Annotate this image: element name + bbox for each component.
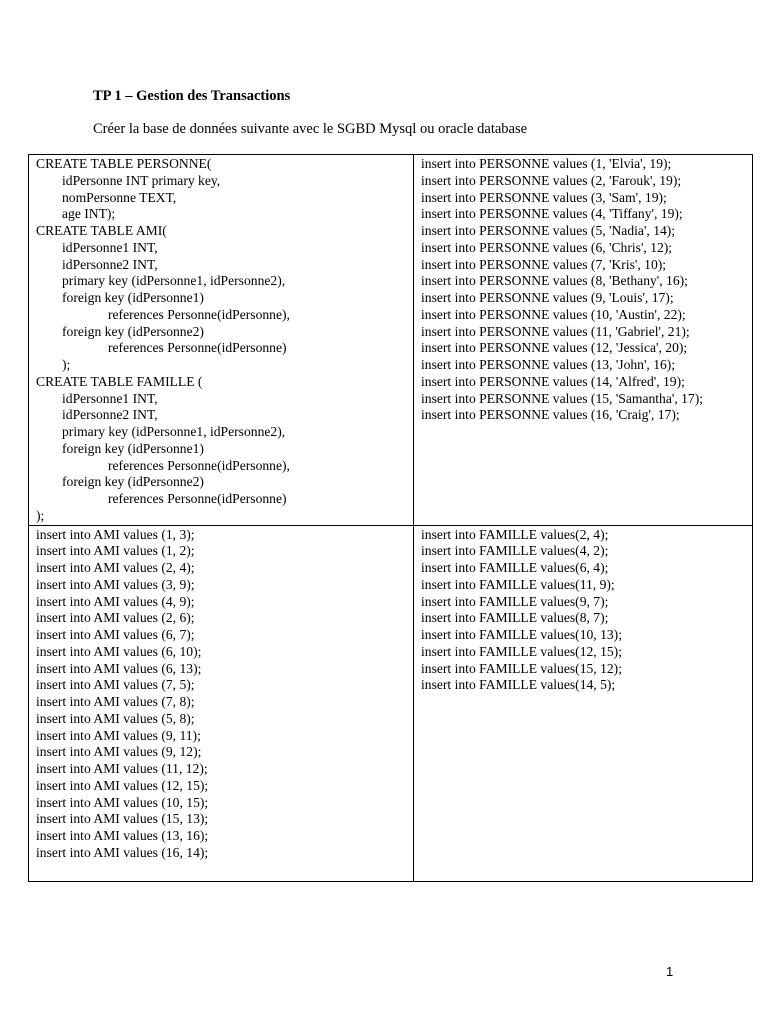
code-line: insert into AMI values (5, 8); [36, 710, 195, 726]
code-line: insert into PERSONNE values (7, 'Kris', 10); [421, 256, 667, 272]
code-line: insert into PERSONNE values (8, 'Bethany', 16); [421, 273, 688, 289]
code-line: insert into PERSONNE values (2, 'Farouk', 19); [421, 172, 682, 188]
code-line: age INT); [62, 206, 116, 222]
code-line: foreign key (idPersonne2) [62, 323, 204, 339]
code-line: insert into AMI values (13, 16); [36, 828, 209, 843]
code-line: insert into AMI values (6, 7); [36, 627, 195, 642]
code-line: insert into AMI values (16, 14); [36, 844, 209, 860]
code-line: insert into PERSONNE values (1, 'Elvia', 19); [421, 156, 672, 171]
code-line: foreign key (idPersonne1) [62, 290, 204, 305]
code-line: insert into AMI values (6, 13); [36, 660, 202, 676]
code-line: insert into PERSONNE values (14, 'Alfred', 19); [421, 373, 685, 389]
code-line: insert into AMI values (9, 11); [36, 727, 201, 743]
code-line: insert into AMI values (12, 15); [36, 777, 209, 793]
code-line: idPersonne1 INT, [62, 239, 158, 255]
code-line: insert into AMI values (9, 12); [36, 744, 202, 760]
code-line: ); [36, 507, 45, 523]
code-line: insert into PERSONNE values (11, 'Gabriel', 21); [421, 323, 690, 339]
code-line: insert into FAMILLE values(8, 7); [421, 610, 609, 626]
code-line: insert into FAMILLE values(14, 5); [421, 677, 616, 693]
code-line: insert into PERSONNE values (6, 'Chris', 12); [421, 239, 673, 255]
code-line: insert into FAMILLE values(6, 4); [421, 560, 609, 575]
code-line: idPersonne2 INT, [62, 256, 158, 272]
code-line: insert into PERSONNE values (12, 'Jessica', 20); [421, 340, 688, 356]
code-line: idPersonne2 INT, [62, 407, 158, 423]
code-line: insert into AMI values (15, 13); [36, 811, 209, 827]
code-line: references Personne(idPersonne), [108, 457, 290, 473]
code-line: insert into AMI values (10, 15); [36, 794, 209, 810]
code-line: insert into FAMILLE values(4, 2); [421, 543, 609, 559]
document-title: TP 1 – Gestion des Transactions [93, 88, 291, 104]
ami-inserts-cell [29, 525, 414, 881]
code-line: foreign key (idPersonne2) [62, 474, 204, 490]
code-line: insert into FAMILLE values(9, 7); [421, 593, 609, 609]
code-line: references Personne(idPersonne), [108, 306, 290, 322]
code-line: idPersonne1 INT, [62, 390, 158, 406]
code-line: ); [62, 357, 71, 372]
sql-script-table [28, 154, 753, 882]
code-line: insert into AMI values (1, 2); [36, 543, 195, 559]
code-line: insert into PERSONNE values (13, 'John', 16); [421, 357, 676, 372]
code-line: insert into PERSONNE values (4, 'Tiffany', 19); [421, 206, 683, 222]
code-line: primary key (idPersonne1, idPersonne2), [62, 273, 286, 289]
code-line: foreign key (idPersonne1) [62, 440, 204, 456]
code-line: insert into AMI values (3, 9); [36, 576, 195, 592]
code-line: insert into AMI values (7, 5); [36, 677, 195, 693]
code-line: CREATE TABLE FAMILLE ( [36, 373, 203, 389]
code-line: insert into FAMILLE values(15, 12); [421, 660, 622, 676]
page-number: 1 [666, 964, 674, 979]
code-line: insert into AMI values (6, 10); [36, 643, 202, 659]
create-table-statements-cell [29, 155, 414, 526]
famille-inserts-cell [414, 525, 753, 881]
code-line: insert into AMI values (2, 6); [36, 610, 195, 626]
code-line: insert into PERSONNE values (16, 'Craig', 17); [421, 407, 680, 423]
code-line: insert into AMI values (4, 9); [36, 593, 195, 609]
code-line: idPersonne INT primary key, [62, 172, 221, 188]
code-line: insert into AMI values (2, 4); [36, 560, 195, 575]
personne-inserts-cell [414, 155, 753, 526]
code-line: insert into AMI values (1, 3); [36, 526, 195, 542]
code-line: insert into PERSONNE values (5, 'Nadia', 14); [421, 223, 676, 238]
code-line: insert into FAMILLE values(11, 9); [421, 576, 615, 592]
code-line: insert into FAMILLE values(2, 4); [421, 526, 609, 542]
document-instruction: Créer la base de données suivante avec le SGBD Mysql ou oracle database [93, 121, 528, 137]
code-line: insert into PERSONNE values (9, 'Louis', 17); [421, 290, 674, 305]
table-row [29, 525, 753, 881]
code-line: insert into FAMILLE values(12, 15); [421, 643, 622, 659]
code-line: CREATE TABLE AMI( [36, 223, 167, 238]
code-line: nomPersonne TEXT, [62, 189, 177, 205]
code-line: primary key (idPersonne1, idPersonne2), [62, 424, 286, 439]
code-line: CREATE TABLE PERSONNE( [36, 156, 212, 171]
code-line: insert into PERSONNE values (3, 'Sam', 19); [421, 189, 667, 205]
code-line: references Personne(idPersonne) [108, 340, 287, 356]
code-line: insert into AMI values (11, 12); [36, 761, 208, 776]
code-line: insert into AMI values (7, 8); [36, 694, 195, 709]
code-line: references Personne(idPersonne) [108, 491, 287, 506]
code-line: insert into PERSONNE values (10, 'Austin', 22); [421, 306, 686, 322]
table-row [29, 155, 753, 526]
code-line: insert into FAMILLE values(10, 13); [421, 627, 622, 642]
code-line: insert into PERSONNE values (15, 'Samantha', 17); [421, 390, 704, 406]
